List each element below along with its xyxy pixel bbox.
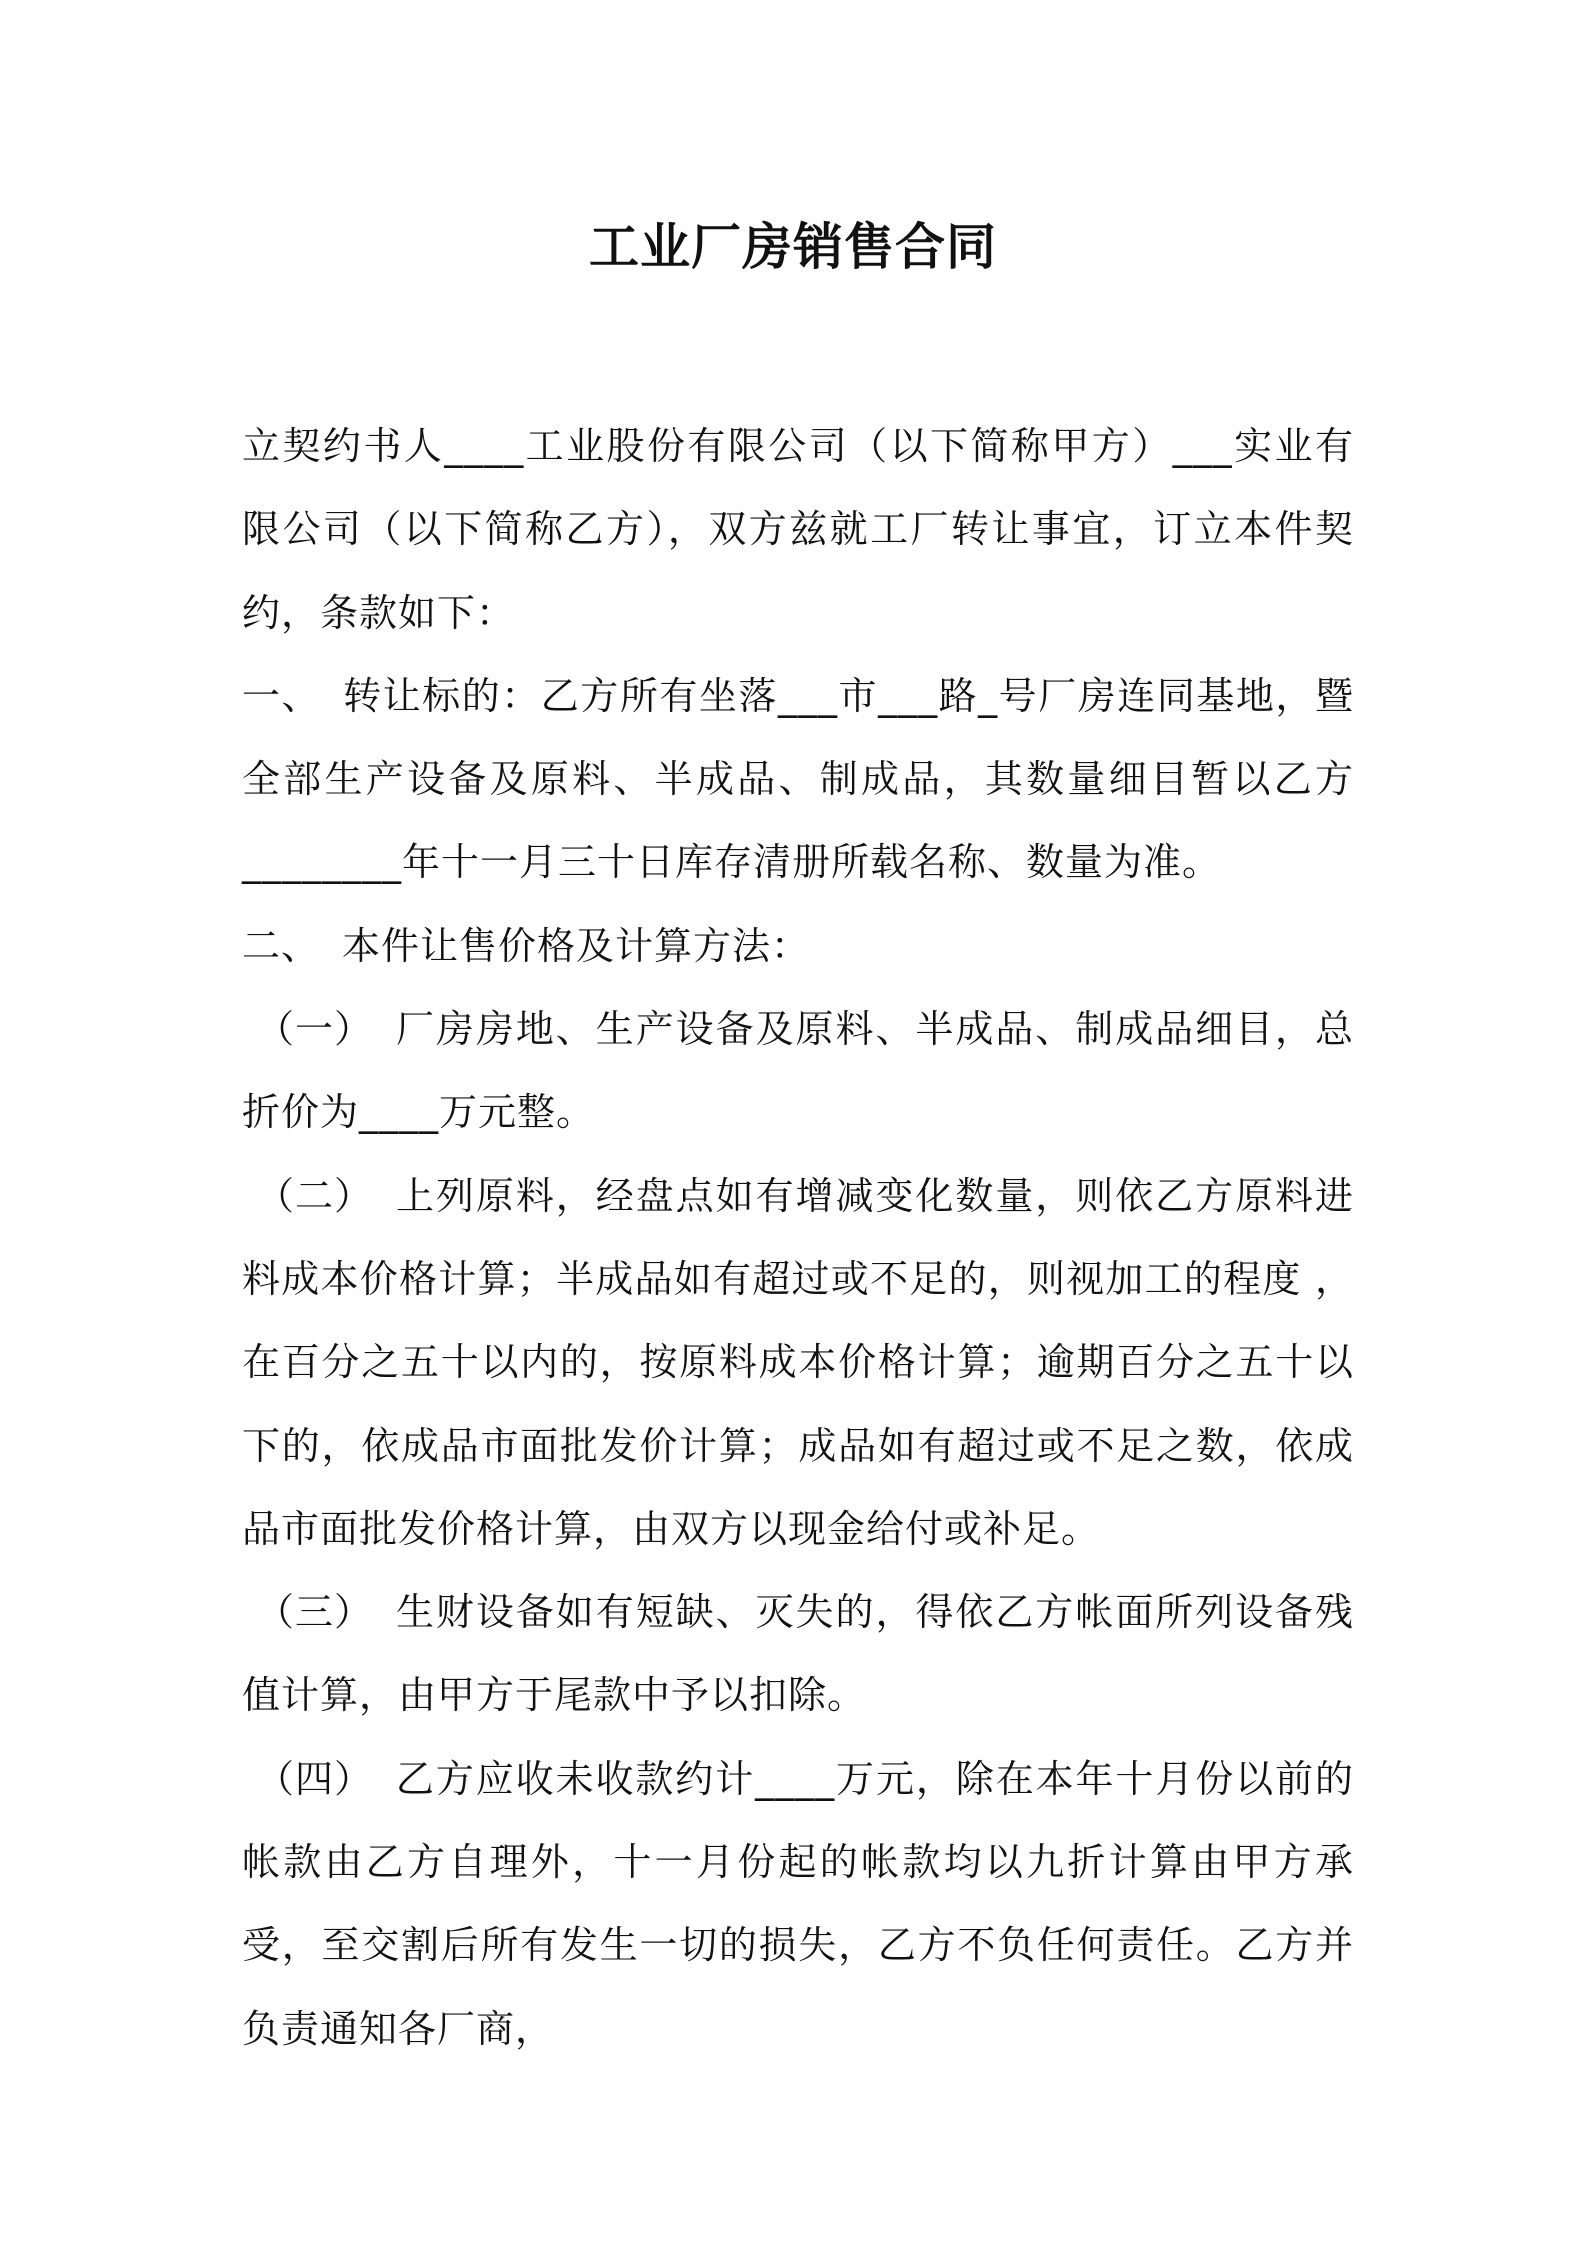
item-4-number: （四） bbox=[256, 1756, 374, 1801]
item-1 bbox=[242, 988, 1354, 1155]
section-1 bbox=[242, 655, 1354, 905]
item-3-number: （三） bbox=[256, 1590, 374, 1635]
item-2-number: （二） bbox=[256, 1173, 374, 1218]
item-4 bbox=[242, 1738, 1354, 2071]
document-body bbox=[242, 405, 1354, 2071]
item-3-text: 生财设备如有短缺、灭失的，得依乙方帐面所列设备残值计算，由甲方于尾款中予以扣除。 bbox=[242, 1590, 1354, 1718]
item-2-text: 上列原料，经盘点如有增减变化数量，则依乙方原料进料成本价格计算；半成品如有超过或不足的，则视加工的程度 ，在百分之五十以内的，按原料成本价格计算；逾期百分之五十以下的，依成品市面批发价计算；成品如有超过或不足之数，依成品市面批发价格计算，由双方以现金给付或补足。 bbox=[242, 1173, 1354, 1551]
item-4-text: 乙方应收未收款约计____万元，除在本年十月份以前的帐款由乙方自理外，十一月份起的帐款均以九折计算由甲方承受，至交割后所有发生一切的损失，乙方不负任何责任。乙方并负责通知各厂商， bbox=[242, 1756, 1354, 2051]
item-1-number: （一） bbox=[256, 1007, 374, 1052]
document-title: 工业厂房销售合同 bbox=[589, 218, 997, 276]
item-3 bbox=[242, 1571, 1354, 1738]
item-2 bbox=[242, 1155, 1354, 1571]
section-2-text: 本件让售价格及计算方法： bbox=[342, 923, 811, 968]
section-2-number: 二、 bbox=[242, 923, 321, 968]
section-2 bbox=[242, 905, 1354, 988]
section-1-text: 转让标的：乙方所有坐落___市___路_号厂房连同基地，暨全部生产设备及原料、半成品、制成品，其数量细目暂以乙方________年十一月三十日库存清册所载名称、数量为准。 bbox=[242, 673, 1354, 885]
section-1-number: 一、 bbox=[242, 673, 322, 718]
item-1-text: 厂房房地、生产设备及原料、半成品、制成品细目，总折价为____万元整。 bbox=[242, 1007, 1354, 1135]
intro-paragraph: 立契约书人____工业股份有限公司（以下简称甲方）___实业有限公司（以下简称乙方），双方兹就工厂转让事宜，订立本件契约，条款如下： bbox=[242, 424, 1354, 635]
